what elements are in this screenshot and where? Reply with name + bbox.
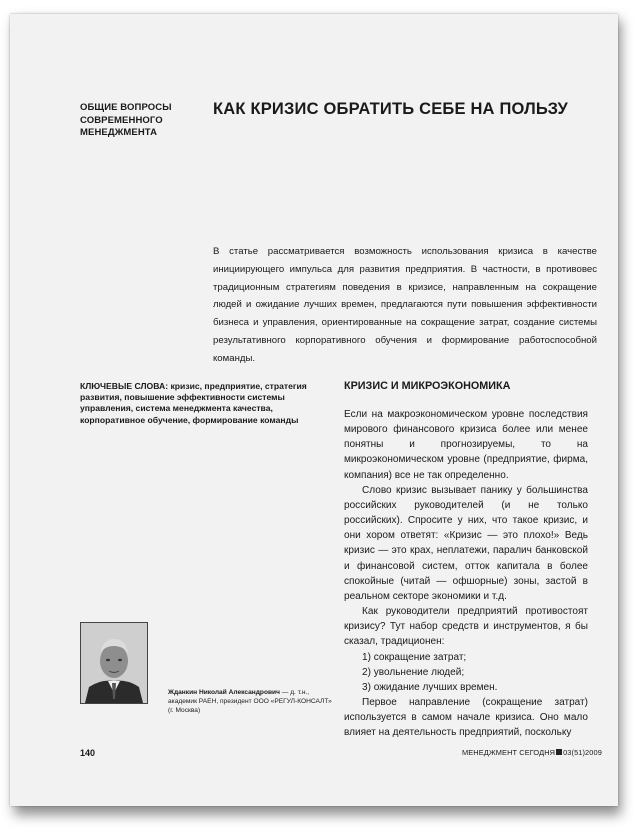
author-photo — [80, 622, 148, 704]
list-item: 2) увольнение людей; — [362, 666, 465, 678]
paragraph: Первое направление (сокращение затрат) используется в самом начале кризиса. Оно мало влияет на деятельность предприятий, поскольку — [344, 696, 588, 739]
paragraph: Слово кризис вызывает панику у большинства российских руководителей (и не только российских). Спросите у них, что такое кризис, и они хором ответят: «Кризис — это плохо!» Ведь кризис — это крах, неплатежи, паралич банковской и финансовой систем, отток капитала в более спокойные (читай — офшорные) зоны, застой в реальном секторе экономики и т.д. — [344, 484, 588, 602]
page-number: 140 — [80, 748, 96, 758]
author-name: Жданкин Николай Александрович — [168, 689, 280, 696]
section-heading: ОБЩИЕ ВОПРОСЫ СОВРЕМЕННОГО МЕНЕДЖМЕНТА — [80, 102, 172, 138]
article-title: КАК КРИЗИС ОБРАТИТЬ СЕБЕ НА ПОЛЬЗУ — [213, 100, 568, 118]
list-item: 3) ожидание лучших времен. — [362, 681, 498, 693]
abstract: В статье рассматривается возможность использования кризиса в качестве инициирующего импульса для развития предприятия. В частности, в противовес традиционным стратегиям поведения в кризисе, направленным на сокращение людей и ожидание лучших времен, предлагаются пути повышения эффективности бизнеса и управления, ориентированные на сокращение затрат, создание системы результативного корпоративного обучения и формирование работоспособной команды. — [213, 246, 597, 364]
keywords-block — [80, 381, 326, 426]
body-subheading: КРИЗИС И МИКРОЭКОНОМИКА — [344, 380, 511, 392]
keywords-text: кризис, предприятие, стратегия развития, повышение эффективности системы управления, система менеджмента качества, корпоративное обучение, формирование команды — [80, 381, 307, 425]
list-item: 1) сокращение затрат; — [362, 651, 467, 663]
keywords-label: КЛЮЧЕВЫЕ СЛОВА: — [80, 381, 169, 391]
square-separator-icon — [556, 749, 562, 755]
journal-issue: 03(51)2009 — [563, 748, 602, 757]
journal-page — [10, 14, 618, 806]
journal-footer — [462, 748, 602, 757]
paragraph: Если на макроэкономическом уровне последствия мирового финансового кризиса более или менее понятны и прогнозируемы, то на микроэкономическом уровне (предприятие, фирма, компания) все не так определенно. — [344, 409, 588, 481]
article-body-column — [344, 380, 588, 740]
paragraph: Как руководители предприятий противостоят кризису? Тут набор средств и инструментов, я бы сказал, традиционен: — [344, 606, 588, 648]
journal-name: МЕНЕДЖМЕНТ СЕГОДНЯ — [462, 748, 556, 757]
author-info — [168, 688, 338, 716]
author-details: — д. т.н., академик РАЕН, президент ООО «РЕГУЛ-КОНСАЛТ» (г. Москва) — [168, 689, 332, 715]
body-text — [344, 407, 588, 740]
